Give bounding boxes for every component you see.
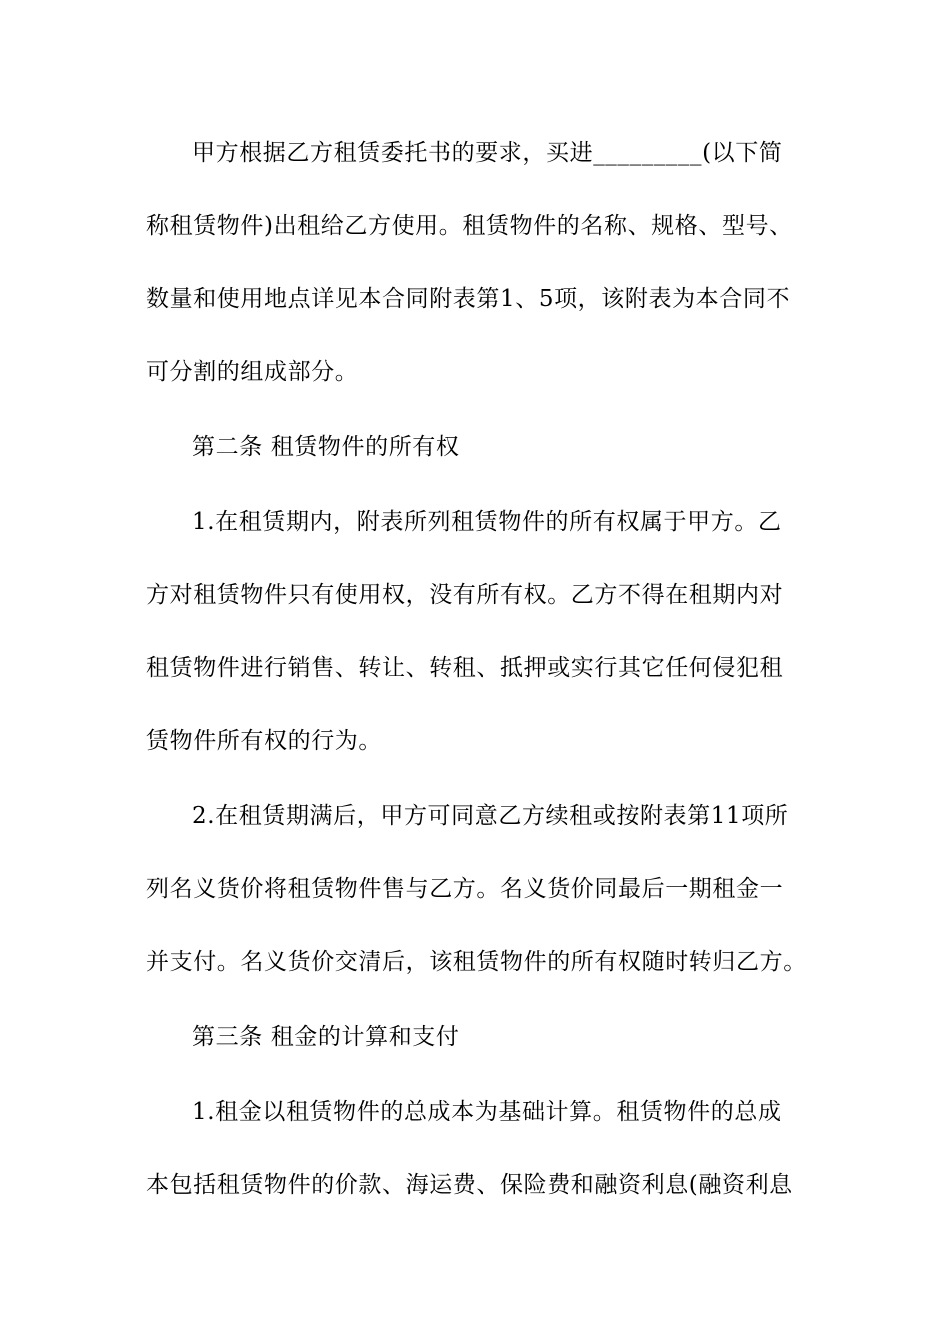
paragraph-1-line-1: 甲方根据乙方租赁委托书的要求，买进_________(以下简 (192, 140, 783, 166)
paragraph-1-line-2: 称租赁物件)出租给乙方使用。租赁物件的名称、规格、型号、 (146, 213, 793, 239)
clause-2-1-line-3: 租赁物件进行销售、转让、转租、抵押或实行其它任何侵犯租 (146, 655, 784, 681)
clause-2-2-line-3: 并支付。名义货价交清后，该租赁物件的所有权随时转归乙方。 (146, 949, 807, 975)
clause-2-1-line-1: 1.在租赁期内，附表所列租赁物件的所有权属于甲方。乙 (192, 509, 782, 535)
clause-2-1-line-4: 赁物件所有权的行为。 (146, 728, 382, 754)
clause-2-2-line-1: 2.在租赁期满后，甲方可同意乙方续租或按附表第11项所 (192, 803, 789, 829)
clause-2-2-line-2: 列名义货价将租赁物件售与乙方。名义货价同最后一期租金一 (146, 876, 784, 902)
paragraph-1-line-4: 可分割的组成部分。 (146, 359, 359, 385)
clause-3-1-line-1: 1.租金以租赁物件的总成本为基础计算。租赁物件的总成 (192, 1099, 782, 1125)
clause-2-1-line-2: 方对租赁物件只有使用权，没有所有权。乙方不得在租期内对 (146, 582, 784, 608)
section-heading-article-2: 第二条 租赁物件的所有权 (192, 434, 460, 460)
paragraph-1-line-3: 数量和使用地点详见本合同附表第1、5项，该附表为本合同不 (146, 286, 791, 312)
clause-3-1-line-2: 本包括租赁物件的价款、海运费、保险费和融资利息(融资利息 (146, 1172, 793, 1198)
section-heading-article-3: 第三条 租金的计算和支付 (192, 1024, 460, 1050)
